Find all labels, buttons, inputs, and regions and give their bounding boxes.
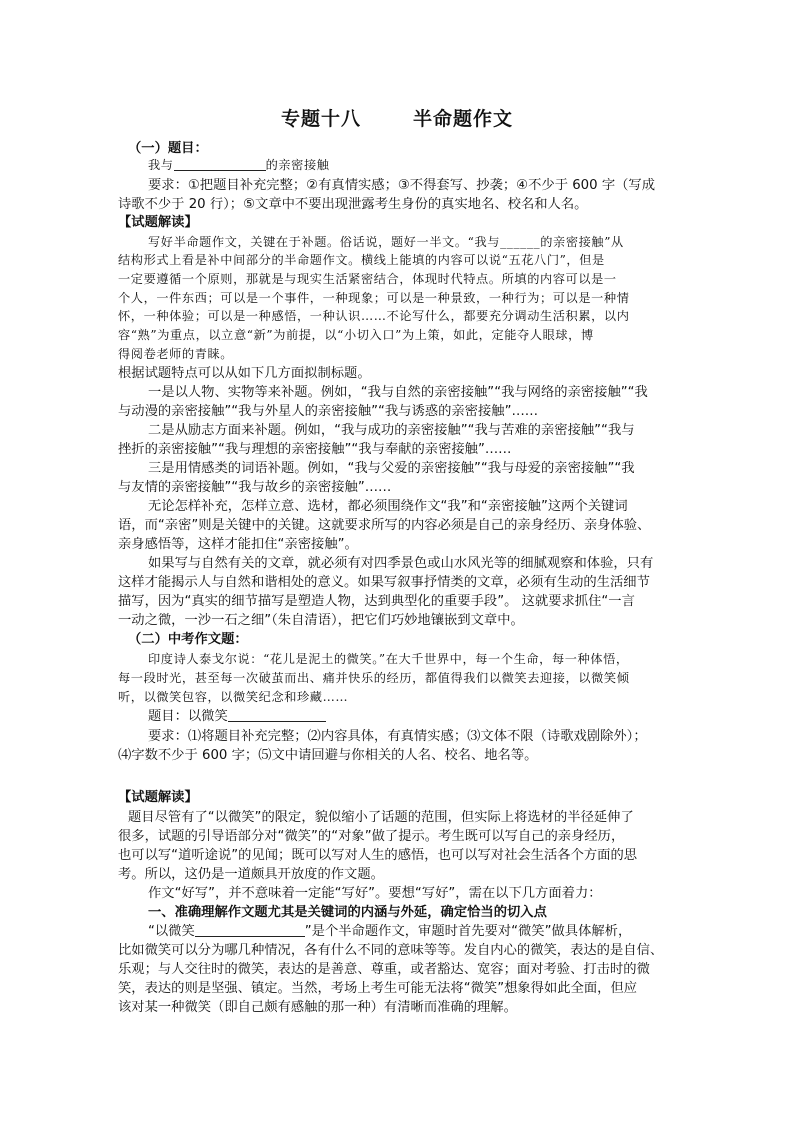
analysis1-kai-line: 个人，一件东西；可以是一个事件，一种现象；可以是一种景致，一种行为；可以是一种情 — [118, 291, 630, 305]
section2-topic — [148, 707, 326, 726]
analysis2-line: 很多，试题的引导语部分对“微笑”的“对象”做了提示。考生既可以写自己的亲身经历， — [118, 829, 625, 844]
analysis1-kai-line: 一定要遵循一个原则，那就是与现实生活紧密结合，体现时代特点。所填的内容可以是一 — [118, 272, 617, 286]
analysis2-line: 也可以写“道听途说”的见闻；既可以写对人生的感悟，也可以写对社会生活各个方面的思 — [118, 848, 638, 863]
section2-kai-line: 印度诗人泰戈尔说：“花儿是泥土的微笑。”在大千世界中，每一个生命，每一种体悟， — [148, 652, 629, 666]
analysis2-tail-line: 乐观；与人交往时的微笑，表达的是善意、尊重，或者豁达、宽容；面对考验、打击时的微 — [118, 962, 650, 977]
prompt-suffix: 的亲密接触 — [265, 158, 330, 172]
section1-req-line: 诗歌不少于 20 行）；⑤文章中不要出现泄露考生身份的真实地名、校名和人名。 — [118, 197, 588, 212]
analysis2-line: 作文“好写”，并不意味着一定能“写好”。要想“写好”，需在以下几方面着力： — [148, 886, 602, 901]
analysis1-line: 与动漫的亲密接触”“我与外星人的亲密接触”“我与诱惑的亲密接触”…… — [118, 404, 539, 419]
analysis1-line: 亲身感悟等，这样才能扣住“亲密接触”。 — [118, 537, 358, 552]
analysis1-line: 二是从励志方面来补题。例如，“我与成功的亲密接触”“我与苦难的亲密接触”“我与 — [148, 423, 635, 438]
title-topic-number: 专题十八 — [280, 108, 361, 130]
analysis2-tail-line: 笑，表达的则是坚强、镇定。当然，考场上考生可能无法将“微笑”想象得如此全面，但应 — [118, 981, 638, 996]
prompt-blank — [174, 158, 266, 171]
topic-prefix: 题目：以微笑 — [148, 709, 228, 724]
section1-heading: （一）题目： — [128, 141, 208, 156]
analysis1-line: 描写，因为“真实的细节描写是塑造人物，达到典型化的重要手段”。 这就要求抓住“一言 — [118, 594, 635, 609]
section2-kai-line: 每一段时光，甚至每一次破茧而出、痛并快乐的经历，都值得我们以微笑去迎接，以微笑倾 — [118, 671, 630, 685]
section1-prompt — [148, 156, 330, 175]
analysis1-line: 这样才能揭示人与自然和谐相处的意义。如果写叙事抒情类的文章，必须有生动的生活细节 — [118, 575, 650, 590]
analysis2-tail-line: 比如微笑可以分为哪几种情况，各有什么不同的意味等等。发自内心的微笑，表达的是自信、 — [118, 943, 664, 958]
analysis1-kai-line: 得阅卷老师的青睐。 — [118, 347, 234, 361]
section2-req-line: 要求：⑴将题目补充完整；⑵内容具体，有真情实感；⑶文体不限（诗歌戏剧除外）； — [148, 729, 647, 744]
analysis2-line: 题目尽管有了“以微笑”的限定，貌似缩小了话题的范围，但实际上将选材的半径延伸了 — [128, 810, 634, 825]
section2-heading: （二）中考作文题： — [128, 632, 248, 647]
analysis2-heading: 【试题解读】 — [118, 790, 198, 805]
analysis1-kai-line: 容“熟”为重点，以立意“新”为前提，以“小切入口”为上策，如此，定能夺人眼球，博 — [118, 328, 594, 342]
analysis1-line: 语，而“亲密”则是关键中的关键。这就要求所写的内容必须是自己的亲身经历、亲身体验、 — [118, 518, 651, 533]
section1-req-line: 要求：①把题目补充完整；②有真情实感；③不得套写、抄袭；④不少于 600 字（写成 — [148, 178, 656, 193]
section2-kai-line: 听，以微笑包容，以微笑纪念和珍藏…… — [118, 690, 349, 704]
topic-blank — [228, 709, 326, 722]
analysis1-line: 如果写与自然有关的文章，就必须有对四季景色或山水风光等的细腻观察和体验，只有 — [148, 556, 654, 571]
analysis1-line: 挫折的亲密接触”“我与理想的亲密接触”“我与奉献的亲密接触”…… — [118, 442, 512, 457]
analysis2-p1-first — [148, 922, 631, 941]
analysis2-point: 一、准确理解作文题尤其是关键词的内涵与外延，确定恰当的切入点 — [148, 905, 547, 920]
title-topic-name: 半命题作文 — [413, 108, 514, 130]
p1-blank — [195, 924, 305, 937]
p1-prefix: “以微笑 — [148, 924, 195, 939]
analysis1-line: 无论怎样补充，怎样立意、选材，都必须围绕作文“我”和“亲密接触”这两个关键词 — [148, 499, 628, 514]
analysis1-kai-line: 怀，一种体验；可以是一种感悟，一种认识……不论写什么，都要充分调动生活积累，以内 — [118, 309, 630, 323]
p1-suffix: ”是个半命题作文，审题时首先要对“微笑”做具体解析， — [304, 924, 632, 939]
analysis1-line: 与友情的亲密接触”“我与故乡的亲密接触”…… — [118, 480, 392, 495]
analysis2-line: 考。所以，这仍是一道颇具开放度的作文题。 — [118, 867, 384, 882]
analysis1-heading: 【试题解读】 — [118, 215, 198, 230]
page-title — [0, 104, 794, 131]
analysis1-kai-line: 结构形式上看是补中间部分的半命题作文。横线上能填的内容可以说“五花八门”，但是 — [118, 253, 605, 267]
analysis1-kai-line: 写好半命题作文，关键在于补题。俗话说，题好一半文。“我与______的亲密接触”从 — [148, 235, 624, 249]
section2-req-line: ⑷字数不少于 600 字；⑸文中请回避与你相关的人名、校名、地名等。 — [118, 748, 538, 763]
analysis1-line: 一是以人物、实物等来补题。例如，“我与自然的亲密接触”“我与网络的亲密接触”“我 — [148, 385, 648, 400]
analysis1-line: 三是用情感类的词语补题。例如，“我与父爱的亲密接触”“我与母爱的亲密接触”“我 — [148, 461, 635, 476]
prompt-prefix: 我与 — [148, 158, 174, 172]
analysis1-line: 一动之微，一沙一石之细”（朱自清语），把它们巧妙地镶嵌到文章中。 — [118, 613, 524, 628]
analysis2-tail-line: 该对某一种微笑（即自己颇有感触的那一种）有清晰而准确的理解。 — [118, 1000, 517, 1015]
analysis1-line: 根据试题特点可以从如下几方面拟制标题。 — [118, 366, 371, 381]
